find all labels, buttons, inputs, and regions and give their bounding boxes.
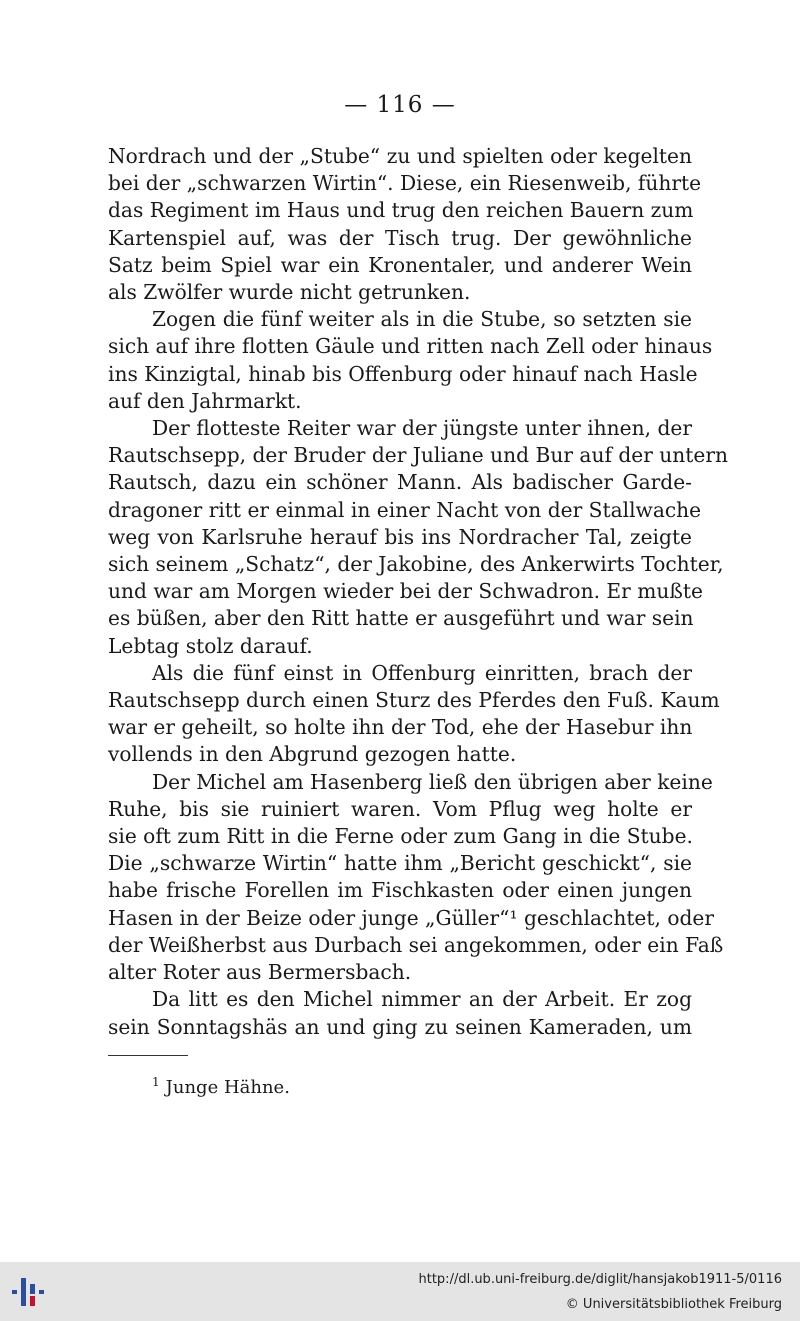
footnote: [152, 1075, 290, 1098]
text-line: das Regiment im Haus und trug den reichen Bauern zum: [108, 198, 694, 223]
text-line: sie oft zum Ritt in die Ferne oder zum Gang in die Stube.: [108, 824, 693, 849]
copyright-notice: © Universitätsbibliothek Freiburg: [565, 1297, 782, 1312]
footnote-text: Junge Hähne.: [165, 1077, 290, 1098]
text-line: auf den Jahrmarkt.: [108, 388, 302, 413]
text-line: Zogen die fünf weiter als in die Stube, so setzten sie: [152, 307, 692, 332]
text-line: Rautschsepp durch einen Sturz des Pferdes den Fuß. Kaum: [108, 688, 720, 713]
text-line: Kartenspiel auf, was der Tisch trug. Der gewöhnliche: [108, 225, 692, 250]
paragraph: [108, 306, 713, 415]
text-line: dragoner ritt er einmal in einer Nacht von der Stallwache: [108, 497, 702, 522]
text-line: sich seinem „Schatz“, der Jakobine, des Ankerwirts Tochter,: [108, 552, 724, 577]
text-line: Lebtag stolz darauf.: [108, 633, 313, 658]
body-text: [108, 143, 728, 1041]
text-line: und war am Morgen wieder bei der Schwadron. Er mußte: [108, 579, 703, 604]
paragraph: [108, 143, 702, 306]
text-line: Rautsch, dazu ein schöner Mann. Als badischer Garde-: [108, 470, 692, 495]
paragraph: [108, 660, 720, 769]
text-line: Ruhe, bis sie ruiniert waren. Vom Pflug weg holte er: [108, 796, 692, 821]
text-line: Da litt es den Michel nimmer an der Arbeit. Er zog: [152, 987, 692, 1012]
paragraph: [108, 769, 724, 987]
text-line: alter Roter aus Bermersbach.: [108, 960, 412, 985]
footnote-marker: 1: [152, 1075, 160, 1089]
text-line: Nordrach und der „Stube“ zu und spielten oder kegelten: [108, 144, 692, 168]
text-line: Rautschsepp, der Bruder der Juliane und Bur auf der untern: [108, 443, 728, 468]
page-number: — 116 —: [344, 92, 456, 118]
text-line: Der flotteste Reiter war der jüngste unter ihnen, der: [152, 416, 692, 441]
library-logo-icon: [12, 1274, 52, 1310]
text-line: der Weißherbst aus Durbach sei angekommen, oder ein Faß: [108, 932, 724, 957]
text-line: Hasen in der Beize oder junge „Güller“¹ geschlachtet, oder: [108, 905, 714, 930]
paragraph: [108, 415, 728, 660]
text-line: ins Kinzigtal, hinab bis Offenburg oder hinauf nach Hasle: [108, 361, 698, 386]
text-line: es büßen, aber den Ritt hatte er ausgeführt und war sein: [108, 606, 694, 631]
text-line: habe frische Forellen im Fischkasten oder einen jungen: [108, 878, 692, 903]
text-line: weg von Karlsruhe herauf bis ins Nordracher Tal, zeigte: [108, 524, 692, 549]
text-line: war er geheilt, so holte ihn der Tod, ehe der Hasebur ihn: [108, 715, 693, 740]
text-line: bei der „schwarzen Wirtin“. Diese, ein Riesenweib, führte: [108, 171, 702, 196]
library-footer: [0, 1262, 800, 1321]
text-line: sich auf ihre flotten Gäule und ritten nach Zell oder hinaus: [108, 334, 713, 359]
text-line: vollends in den Abgrund gezogen hatte.: [108, 742, 517, 767]
text-line: Satz beim Spiel war ein Kronentaler, und anderer Wein: [108, 252, 692, 277]
text-line: Der Michel am Hasenberg ließ den übrigen aber keine: [152, 769, 713, 794]
text-line: sein Sonntagshäs an und ging zu seinen Kameraden, um: [108, 1014, 692, 1039]
document-url-link[interactable]: http://dl.ub.uni-freiburg.de/diglit/hansjakob1911-5/0116: [418, 1272, 782, 1287]
text-line: als Zwölfer wurde nicht getrunken.: [108, 280, 471, 305]
footnote-divider: [108, 1055, 188, 1056]
text-line: Als die fünf einst in Offenburg einritten, brach der: [152, 660, 692, 685]
text-line: Die „schwarze Wirtin“ hatte ihm „Bericht geschickt“, sie: [108, 851, 692, 876]
paragraph: [108, 986, 692, 1040]
